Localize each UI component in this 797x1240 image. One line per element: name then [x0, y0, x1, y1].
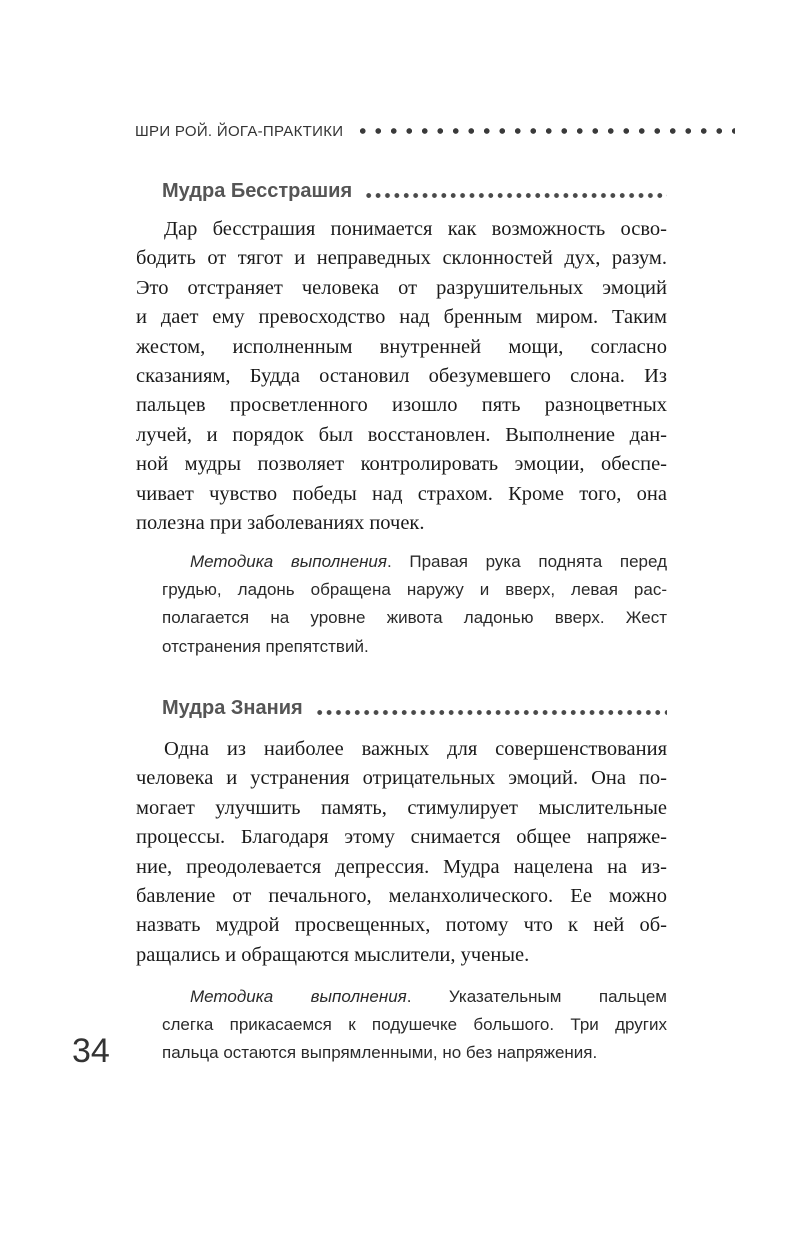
section-paragraph	[136, 735, 667, 970]
method-text: . Правая рука поднята перед	[386, 552, 667, 571]
method-line: слегка прикасаемся к подушечке большого. Три других	[162, 1015, 667, 1035]
paragraph-line: чивает чувство победы над страхом. Кроме того, она	[136, 482, 667, 505]
section-title-text: Мудра Бесстрашия	[162, 179, 353, 202]
paragraph-line: сказаниям, Будда остановил обезумевшего слона. Из	[136, 365, 667, 388]
method-line: грудью, ладонь обращена наружу и вверх, левая рас-	[162, 580, 667, 600]
page-number: 34	[72, 1032, 110, 1070]
paragraph-line: бодить от тягот и неправедных склонностей дух, разум.	[136, 247, 667, 270]
paragraph-line: полезна при заболеваниях почек.	[136, 512, 425, 535]
paragraph-line: процессы. Благодаря этому снимается общее напряже-	[136, 826, 667, 849]
paragraph-line: жестом, исполненным внутренней мощи, согласно	[136, 335, 667, 358]
section-title-text: Мудра Знания	[162, 696, 303, 719]
method-label: Методика выполнения	[190, 987, 407, 1006]
paragraph-line: ной мудры позволяет контролировать эмоции, обеспе-	[136, 453, 667, 476]
paragraph-line: пальцев просветленного изошло пять разноцветных	[136, 394, 667, 417]
method-text: . Указательным пальцем	[406, 987, 667, 1006]
method-block	[162, 548, 667, 661]
method-line: полагается на уровне живота ладонью вверх. Жест	[162, 608, 667, 628]
section-title-knowledge	[162, 695, 667, 721]
section-paragraph	[136, 215, 667, 538]
paragraph-line: ние, преодолевается депрессия. Мудра нацелена на из-	[136, 855, 667, 878]
paragraph-line: ращались и обращаются мыслители, ученые.	[136, 943, 530, 966]
section-title-fearlessness	[162, 178, 667, 204]
running-head-title: ШРИ РОЙ. ЙОГА-ПРАКТИКИ	[135, 122, 344, 140]
paragraph-line: человека и устранения отрицательных эмоций. Она по-	[136, 767, 667, 790]
paragraph-line: Это отстраняет человека от разрушительных эмоций	[136, 276, 667, 299]
method-line	[162, 983, 667, 1011]
method-label: Методика выполнения	[190, 552, 387, 571]
paragraph-line: назвать мудрой просвещенных, потому что к ней об-	[136, 914, 667, 937]
paragraph-line: и дает ему превосходство над бренным миром. Таким	[136, 306, 667, 329]
method-line	[162, 548, 667, 576]
paragraph-line: лучей, и порядок был восстановлен. Выполнение дан-	[136, 423, 667, 446]
method-block	[162, 983, 667, 1068]
paragraph-line: Одна из наиболее важных для совершенствования	[164, 738, 667, 760]
method-line: пальца остаются выпрямленными, но без напряжения.	[162, 1043, 598, 1063]
section-title-dot-leader	[364, 193, 667, 198]
paragraph-line: бавление от печального, меланхолического. Ее можно	[136, 885, 667, 908]
method-line: отстранения препятствий.	[162, 636, 369, 656]
running-head-dot-leader	[355, 128, 735, 134]
paragraph-line: могает улучшить память, стимулирует мыслительные	[136, 796, 667, 819]
paragraph-line: Дар бесстрашия понимается как возможность осво-	[164, 218, 667, 240]
running-head	[135, 120, 735, 142]
section-title-dot-leader	[315, 710, 667, 715]
